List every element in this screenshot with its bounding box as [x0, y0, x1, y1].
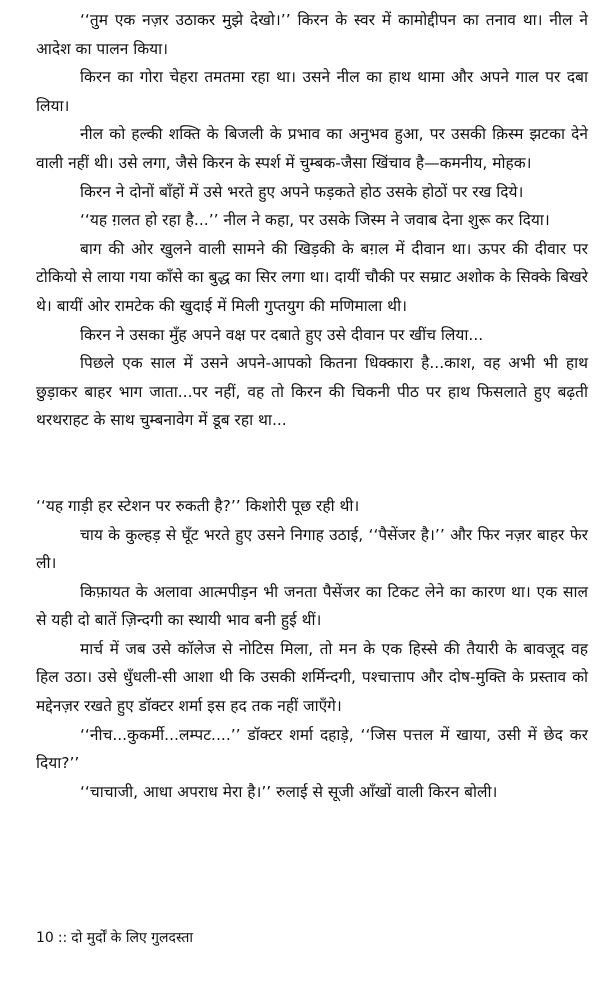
page-footer	[36, 926, 193, 950]
paragraph: किरन ने दोनों बाँहों में उसे भरते हुए अपने फड़कते होठ उसके होठों पर रख दिये।	[80, 182, 524, 201]
paragraph: नील को हल्की शक्ति के बिजली के प्रभाव का अनुभव हुआ, पर उसकी क़िस्म झटका देने वाली नहीं थी। उसे लगा, जैसे किरन के स्पर्श में चुम्बक-जैसा खिंचाव है—कमनीय, मोहक।	[36, 125, 588, 172]
story-section-1	[36, 6, 588, 435]
paragraph: ‘‘चाचाजी, आधा अपराध मेरा है।’’ रुलाई से सूजी आँखों वाली किरन बोली।	[80, 782, 498, 801]
book-title: दो मुर्दों के लिए गुलदस्ता	[71, 930, 194, 946]
paragraph: ‘‘यह ग़लत हो रहा है...’’ नील ने कहा, पर उसके जिस्म ने जवाब देना शुरू कर दिया।	[80, 211, 550, 230]
paragraph: चाय के कुल्हड़ से घूँट भरते हुए उसने निगाह उठाई, ‘‘पैसेंजर है।’’ और फिर नज़र बाहर फेर ली।	[36, 525, 588, 573]
page-body	[36, 6, 588, 806]
paragraph: बाग की ओर खुलने वाली सामने की खिड़की के बग़ल में दीवान था। ऊपर की दीवार पर टोकियो से लाया गया काँसे का बुद्ध का सिर लगा था। दायीं चौकी पर सम्राट अशोक के सिक्के बिखरे थे। बायीं ओर रामटेक की खुदाई में मिली गुप्तयुग की मणिमाला थी।	[36, 239, 588, 315]
paragraph: किफ़ायत के अलावा आत्मपीड़न भी जनता पैसेंजर का टिकट लेने का कारण था। एक साल से यही दो बातें ज़िन्दगी का स्थायी भाव बनी हुई थीं।	[36, 582, 588, 630]
paragraph: मार्च में जब उसे कॉलेज से नोटिस मिला, तो मन के एक हिस्से की तैयारी के बावजूद वह हिल उठा। उसे धुँधली-सी आशा थी कि उसकी शर्मिन्दगी, पश्चात्ताप और दोष-मुक्ति के प्रस्ताव को मद्देनज़र रखते हुए डॉक्टर शर्मा इस हद तक नहीं जाएँगे।	[36, 639, 588, 716]
paragraph: ‘‘तुम एक नज़र उठाकर मुझे देखो।’’ किरन के स्वर में कामोद्दीपन का तनाव था। नील ने आदेश का पालन किया।	[36, 11, 588, 58]
footer-separator: ::	[57, 930, 68, 946]
paragraph: ‘‘नीच...कुकर्मी...लम्पट....’’ डॉक्टर शर्मा दहाड़े, ‘‘जिस पत्तल में खाया, उसी में छेद कर दिया?’’	[36, 725, 588, 773]
page-number: 10	[36, 930, 54, 946]
story-section-2	[36, 492, 588, 807]
section-break	[36, 435, 588, 492]
paragraph: किरन ने उसका मुँह अपने वक्ष पर दबाते हुए उसे दीवान पर खींच लिया...	[80, 325, 484, 344]
paragraph: किरन का गोरा चेहरा तमतमा रहा था। उसने नील का हाथ थामा और अपने गाल पर दबा लिया।	[36, 68, 588, 115]
paragraph: ‘‘यह गाड़ी हर स्टेशन पर रुकती है?’’ किशोरी पूछ रही थी।	[36, 496, 360, 515]
paragraph: पिछले एक साल में उसने अपने-आपको कितना धिक्कारा है...काश, वह अभी भी हाथ छुड़ाकर बाहर भाग जाता...पर नहीं, वह तो किरन की चिकनी पीठ पर हाथ फिसलाते हुए बढ़ती थरथराहट के साथ चुम्बनावेग में डूब रहा था...	[36, 354, 588, 430]
